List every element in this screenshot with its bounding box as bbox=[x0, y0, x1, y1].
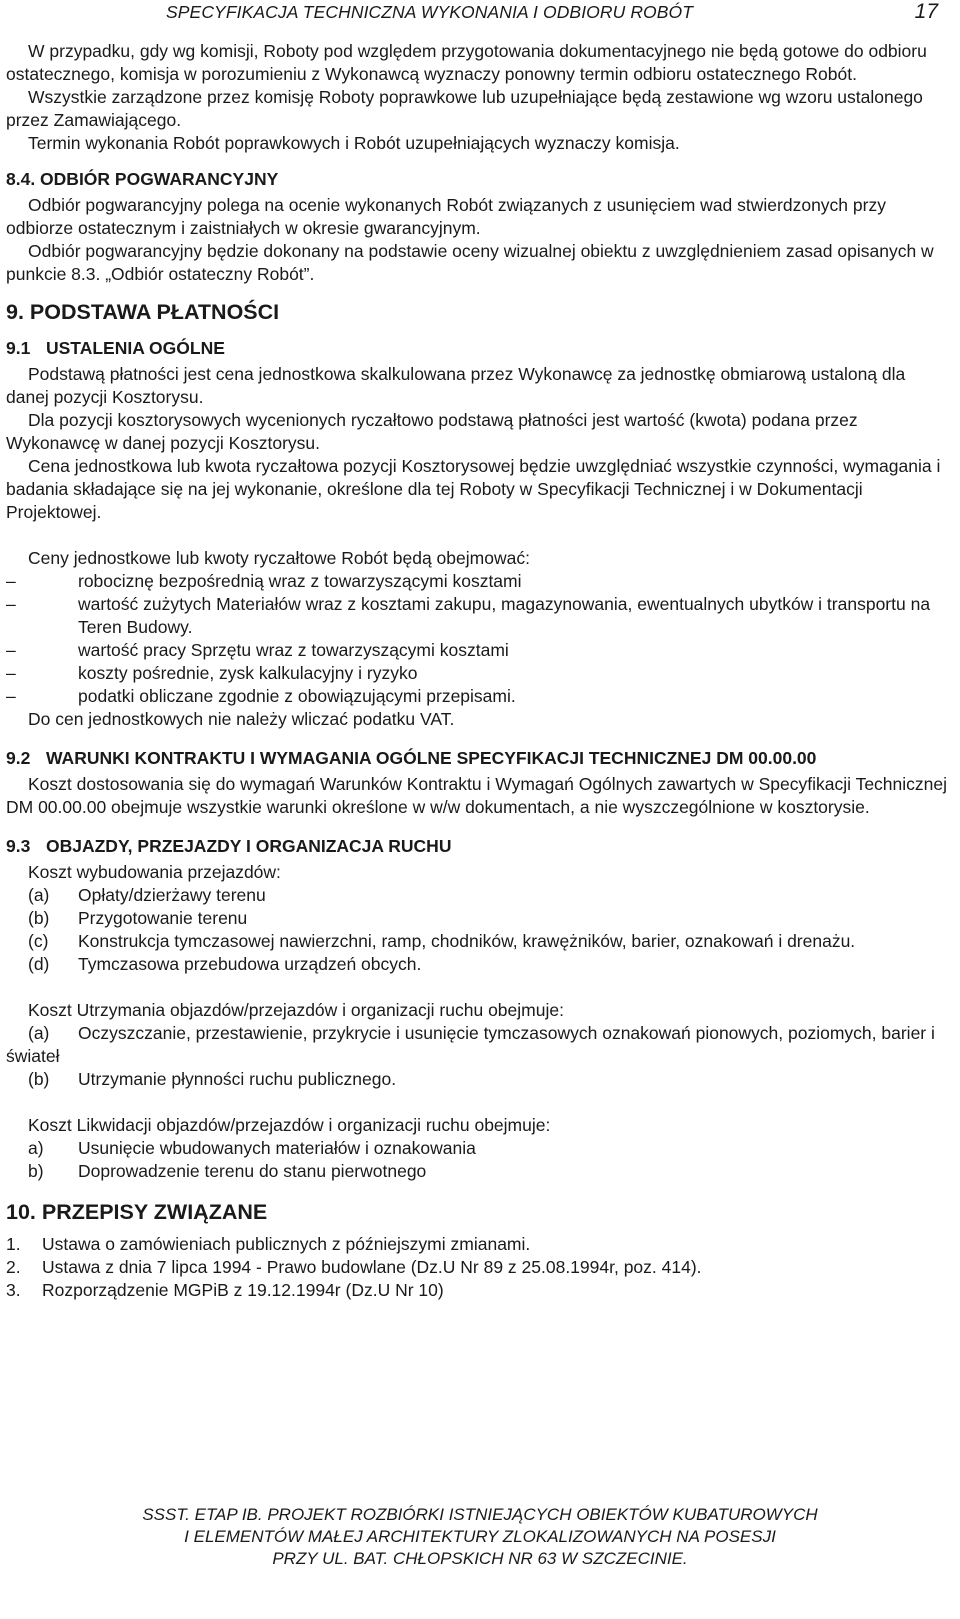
list-marker: (a) bbox=[28, 1023, 50, 1043]
list-item-text: Doprowadzenie terenu do stanu pierwotnego bbox=[78, 1161, 427, 1181]
list-item-text: Opłaty/dzierżawy terenu bbox=[78, 885, 266, 905]
list-item bbox=[6, 1256, 952, 1279]
list-item bbox=[6, 593, 952, 639]
list-item-text: koszty pośrednie, zysk kalkulacyjny i ryzyko bbox=[78, 663, 418, 683]
dash-marker: – bbox=[6, 571, 16, 591]
section-number: 9.1 bbox=[6, 338, 31, 358]
paragraph: Wszystkie zarządzone przez komisję Roboty poprawkowe lub uzupełniające będą zestawione wg wzoru ustalonego przez Zamawiającego. bbox=[6, 87, 923, 130]
list-item bbox=[6, 1137, 952, 1160]
dash-marker: – bbox=[6, 640, 16, 660]
page-footer bbox=[0, 1504, 960, 1570]
list-item-text: wartość pracy Sprzętu wraz z towarzyszącymi kosztami bbox=[78, 640, 509, 660]
paragraph: Odbiór pogwarancyjny polega na ocenie wykonanych Robót związanych z usunięciem wad stwierdzonych przy odbiorze ostatecznym i zaistniałych w okresie gwarancyjnym. bbox=[6, 195, 886, 238]
header-title: SPECYFIKACJA TECHNICZNA WYKONANIA I ODBIORU ROBÓT bbox=[166, 2, 694, 22]
paragraph: Cena jednostkowa lub kwota ryczałtowa pozycji Kosztorysowej będzie uwzględniać wszystkie czynności, wymagania i badania składające się na jej wykonanie, określone dla tej Roboty w Specyfikacji Technicznej i w Dokumentacji Projektowej. bbox=[6, 456, 941, 522]
list-item-text: Utrzymanie płynności ruchu publicznego. bbox=[78, 1069, 397, 1089]
section-heading-10: 10. PRZEPISY ZWIĄZANE bbox=[6, 1200, 268, 1224]
list-marker: (b) bbox=[28, 908, 50, 928]
list-item-text: Przygotowanie terenu bbox=[78, 908, 248, 928]
section-number: 9.3 bbox=[6, 836, 31, 856]
list-intro: Ceny jednostkowe lub kwoty ryczałtowe Robót będą obejmować: bbox=[28, 548, 530, 568]
list-item-text: Ustawa z dnia 7 lipca 1994 - Prawo budowlane (Dz.U Nr 89 z 25.08.1994r, poz. 414). bbox=[42, 1257, 702, 1277]
list-item bbox=[6, 930, 952, 953]
list-item bbox=[6, 1233, 952, 1256]
page-header bbox=[0, 0, 960, 30]
section-heading-9-1 bbox=[6, 337, 952, 360]
list-item-text: Ustawa o zamówieniach publicznych z późniejszymi zmianami. bbox=[42, 1234, 531, 1254]
footer-line: SSST. ETAP IB. PROJEKT ROZBIÓRKI ISTNIEJĄCYCH OBIEKTÓW KUBATUROWYCH bbox=[142, 1505, 818, 1524]
paragraph: Dla pozycji kosztorysowych wycenionych ryczałtowo podstawą płatności jest wartość (kwota) podana przez Wykonawcę w danej pozycji Kosztorysu. bbox=[6, 410, 858, 453]
section-heading-9-3 bbox=[6, 835, 952, 858]
page-number: 17 bbox=[914, 0, 938, 23]
list-intro: Koszt wybudowania przejazdów: bbox=[28, 862, 281, 882]
paragraph: Odbiór pogwarancyjny będzie dokonany na podstawie oceny wizualnej obiektu z uwzględnieniem zasad opisanych w punkcie 8.3. „Odbiór ostateczny Robót”. bbox=[6, 241, 934, 284]
list-item bbox=[6, 1279, 952, 1302]
paragraph: Podstawą płatności jest cena jednostkowa skalkulowana przez Wykonawcę za jednostkę obmiarową ustaloną dla danej pozycji Kosztorysu. bbox=[6, 364, 906, 407]
section-title: OBJAZDY, PRZEJAZDY I ORGANIZACJA RUCHU bbox=[46, 836, 452, 856]
list-intro: Koszt Likwidacji objazdów/przejazdów i organizacji ruchu obejmuje: bbox=[28, 1115, 551, 1135]
list-item-text: Oczyszczanie, przestawienie, przykrycie i usunięcie tymczasowych oznakowań pionowych, poziomych, barier i świateł bbox=[6, 1023, 935, 1066]
list-item bbox=[6, 1022, 952, 1068]
list-item bbox=[6, 570, 952, 593]
vat-note: Do cen jednostkowych nie należy wliczać podatku VAT. bbox=[28, 709, 455, 729]
list-marker: b) bbox=[28, 1161, 44, 1181]
list-marker: 2. bbox=[6, 1257, 21, 1277]
section-heading-9: 9. PODSTAWA PŁATNOŚCI bbox=[6, 300, 280, 324]
list-item bbox=[6, 639, 952, 662]
section-number: 9.2 bbox=[6, 748, 31, 768]
paragraph: W przypadku, gdy wg komisji, Roboty pod względem przygotowania dokumentacyjnego nie będą gotowe do odbioru ostatecznego, komisja w porozumieniu z Wykonawcą wyznaczy ponowny termin odbioru ostatecznego Robót. bbox=[6, 41, 927, 84]
list-item-text: Konstrukcja tymczasowej nawierzchni, ramp, chodników, krawężników, barier, oznakowań i drenażu. bbox=[78, 931, 856, 951]
spacer bbox=[6, 524, 952, 547]
list-marker: (d) bbox=[28, 954, 50, 974]
section-heading-9-2 bbox=[6, 747, 952, 770]
spacer bbox=[6, 976, 952, 999]
list-item-text: robociznę bezpośrednią wraz z towarzyszącymi kosztami bbox=[78, 571, 522, 591]
list-item-text: wartość zużytych Materiałów wraz z kosztami zakupu, magazynowania, ewentualnych ubytków i transportu na Teren Budowy. bbox=[78, 594, 931, 637]
section-title: WARUNKI KONTRAKTU I WYMAGANIA OGÓLNE SPECYFIKACJI TECHNICZNEJ DM 00.00.00 bbox=[46, 748, 817, 768]
dash-marker: – bbox=[6, 594, 16, 614]
list-item bbox=[6, 1068, 952, 1091]
list-item-text: Usunięcie wbudowanych materiałów i oznakowania bbox=[78, 1138, 476, 1158]
footer-line: PRZY UL. BAT. CHŁOPSKICH NR 63 W SZCZECINIE. bbox=[272, 1549, 688, 1568]
list-intro: Koszt Utrzymania objazdów/przejazdów i organizacji ruchu obejmuje: bbox=[28, 1000, 564, 1020]
paragraph: Koszt dostosowania się do wymagań Warunków Kontraktu i Wymagań Ogólnych zawartych w Specyfikacji Technicznej DM 00.00.00 obejmuje wszystkie warunki określone w w/w dokumentach, a nie wyszczególnione w kosztorysie. bbox=[6, 774, 948, 817]
list-marker: (c) bbox=[28, 931, 49, 951]
list-item bbox=[6, 884, 952, 907]
list-item bbox=[6, 907, 952, 930]
list-marker: 3. bbox=[6, 1280, 21, 1300]
footer-line: I ELEMENTÓW MAŁEJ ARCHITEKTURY ZLOKALIZOWANYCH NA POSESJI bbox=[184, 1527, 776, 1546]
list-item-text: Rozporządzenie MGPiB z 19.12.1994r (Dz.U Nr 10) bbox=[42, 1280, 444, 1300]
document-body bbox=[6, 40, 952, 1302]
paragraph: Termin wykonania Robót poprawkowych i Robót uzupełniających wyznaczy komisja. bbox=[28, 133, 680, 153]
list-marker: (b) bbox=[28, 1069, 50, 1089]
list-item bbox=[6, 662, 952, 685]
dash-marker: – bbox=[6, 663, 16, 683]
dash-marker: – bbox=[6, 686, 16, 706]
list-item-text: Tymczasowa przebudowa urządzeń obcych. bbox=[78, 954, 422, 974]
list-item bbox=[6, 1160, 952, 1183]
spacer bbox=[6, 1091, 952, 1114]
section-title: USTALENIA OGÓLNE bbox=[46, 338, 225, 358]
list-marker: (a) bbox=[28, 885, 50, 905]
list-item bbox=[6, 953, 952, 976]
list-item-text: podatki obliczane zgodnie z obowiązującymi przepisami. bbox=[78, 686, 516, 706]
list-item bbox=[6, 685, 952, 708]
list-marker: a) bbox=[28, 1138, 44, 1158]
list-marker: 1. bbox=[6, 1234, 21, 1254]
section-heading-8-4: 8.4. ODBIÓR POGWARANCYJNY bbox=[6, 169, 279, 189]
